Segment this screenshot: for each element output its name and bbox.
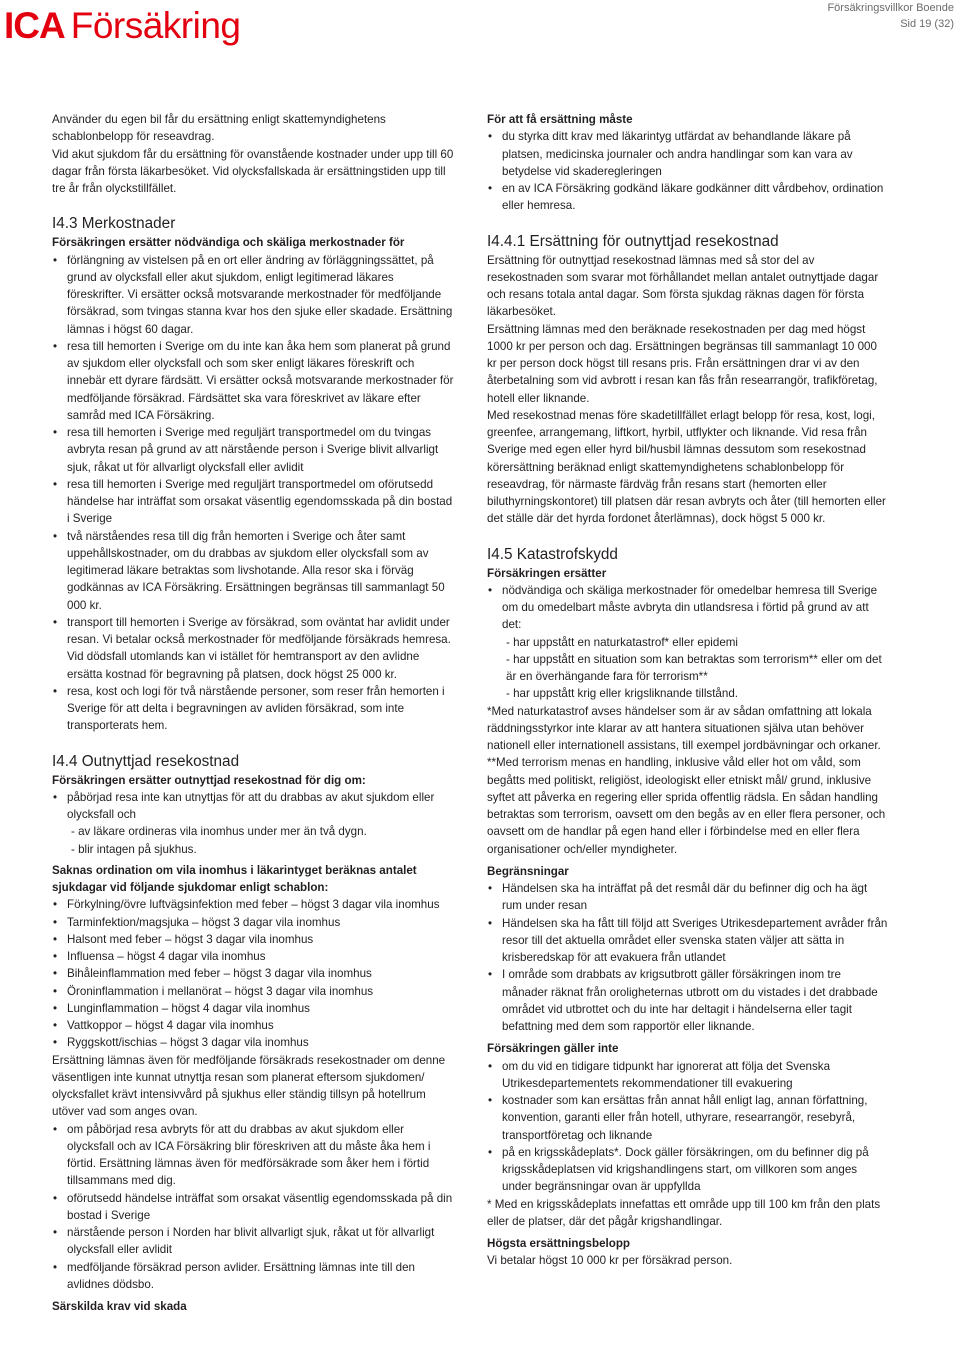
max-compensation-text: Vi betalar högst 10 000 kr per försäkrad person. [487, 1254, 733, 1268]
requirements-heading: För att få ersättning måste [487, 113, 633, 126]
list-item: • Öroninflammation i mellanörat – högst 3 dagar vila inomhus [52, 983, 454, 1000]
sub-condition: - av läkare ordineras vila inomhus under mer än två dygn. [71, 825, 367, 839]
merkostnader-list [52, 252, 454, 735]
not-valid-list [487, 1058, 889, 1196]
max-compensation-heading: Högsta ersättningsbelopp [487, 1237, 631, 1250]
section-i45-subtitle: Försäkringen ersätter [487, 566, 607, 580]
section-i43-title: I4.3 Merkostnader [52, 215, 176, 233]
not-valid-heading: Försäkringen gäller inte [487, 1042, 619, 1056]
section-i44-title: I4.4 Outnyttjad resekostnad [52, 752, 240, 770]
list-item: • resa, kost och logi för två närstående personer, som reser från hemorten i Sverige för att delta i begravningen av avliden försäkrad, som inte transporterats hem. [52, 683, 454, 735]
list-item: • Ryggskott/ischias – högst 3 dagar vila inomhus [52, 1034, 454, 1051]
page-number: Sid 19 (32) [900, 18, 954, 30]
footnote: *Med naturkatastrof avses händelser som är av sådan omfattning att lokala räddningsstyrkor inte klarar av att hantera situationen själva utan behöver nationell eller internationell assistans, till exempel jordbävningar och orkaner. [487, 704, 881, 752]
list-item: • en av ICA Försäkring godkänd läkare godkänner ditt vårdbehov, ordination eller hemresa. [487, 180, 889, 215]
list-item: • resa till hemorten i Sverige med reguljärt transportmedel om oförutsedd händelse har inträffat som orsakat väsentlig egendomsskada på din bostad i Sverige [52, 476, 454, 528]
list-item: • Bihåleinflammation med feber – högst 3 dagar vila inomhus [52, 965, 454, 982]
intro-paragraph: Vid akut sjukdom får du ersättning för ovanstående kostnader under upp till 60 dagar från första läkarbesöket. Vid olycksfallskada är ersättningstiden upp till tre år från olyckstillfället. [52, 147, 454, 195]
ordination-heading: Saknas ordination om vila inomhus i läkarintyget beräknas antalet sjukdagar vid följande sjukdomar enligt schablon: [52, 863, 417, 894]
document-title: Försäkringsvillkor Boende [827, 2, 954, 14]
right-column [487, 111, 889, 1270]
footnote: * Med en krigsskådeplats innefattas ett område upp till 100 km från den plats eller de platser, där det pågår krigshandlingar. [487, 1197, 881, 1228]
sub-condition: - har uppstått en naturkatastrof* eller epidemi [506, 635, 738, 649]
special-requirements-heading: Särskilda krav vid skada [52, 1300, 187, 1313]
list-item: • om påbörjad resa avbryts för att du drabbas av akut sjukdom eller olycksfall och av ICA Försäkring blir föreskriven att du måste åka hem i förtid. Ersättning lämnas även för medförsäkrade som åker hem i förtid tillsammans med dig. [52, 1121, 454, 1190]
sub-condition: - har uppstått krig eller krigsliknande tillstånd. [506, 687, 738, 701]
list-item: • Tarminfektion/magsjuka – högst 3 dagar vila inomhus [52, 914, 454, 931]
logo-forsakring: Försäkring [70, 5, 241, 46]
list-item: • Händelsen ska ha fått till följd att Sveriges Utrikesdepartement avråder från resor till det aktuella området eller svenska staten väljer att sätta in krisberedskap för att evakuera från utlandet [487, 915, 889, 967]
logo-ica: ICA [4, 5, 65, 46]
paragraph: Ersättning lämnas med den beräknade resekostnaden per dag med högst 1000 kr per person och dag. Ersättningen begränsas till sammanlagt 10 000 kr per person dock högst till resans pris. Från ersättningen drar vi av den återbetalning som vid avbrott i resan kan fås från researrangör, trafikföretag, hotell eller liknande. [487, 322, 878, 405]
list-item: • på en krigsskådeplats*. Dock gäller försäkringen, om du befinner dig på krigsskådeplatsen vid krigshandlingens start, om villkoren som anges under begränsningar ovan är uppfyllda [487, 1144, 889, 1196]
list-item: • medföljande försäkrad person avlider. Ersättning lämnas inte till den avlidnes dödsbo. [52, 1259, 454, 1294]
footnote: **Med terrorism menas en handling, inklusive våld eller hot om våld, som begåtts med politiskt, religiöst, ideologiskt eller etniskt mål/ grund, inklusive syftet att påverka en regering eller sprida offentlig rädsla. En sådan handling betraktas som terrorism, oavsett om den begås av en eller flera personer, och oavsett om de handlar på egen hand eller i förbindelse med en eller flera organisationer och/eller myndigheter. [487, 756, 886, 856]
section-i441-title: I4.4.1 Ersättning för outnyttjad resekostnad [487, 232, 779, 250]
list-item: • påbörjad resa inte kan utnyttjas för att du drabbas av akut sjukdom eller olycksfall och [52, 789, 454, 824]
list-item: • resa till hemorten i Sverige med reguljärt transportmedel om du tvingas avbryta resan på grund av att närstående person i Sverige blivit allvarligt sjuk, råkat ut för allvarligt olycksfall eller avlidit [52, 424, 454, 476]
list-item: • transport till hemorten i Sverige av försäkrad, som oväntat har avlidit under resan. Vi betalar också merkostnader för medföljande försäkrads hemresa. Vid dödsfall utomlands kan vi istället för hemtransport av den avlidne ersätta kostnad för begravning på platsen, dock högst 25 000 kr. [52, 614, 454, 683]
list-item: • Vattkoppor – högst 4 dagar vila inomhus [52, 1017, 454, 1034]
limits-heading: Begränsningar [487, 864, 569, 878]
list-item: • två närståendes resa till dig från hemorten i Sverige och åter samt uppehållskostnader, om du drabbas av sjukdom eller olycksfall som av legitimerad läkare betraktas som livshotande. Alla resor ska i förväg godkännas av ICA Försäkring. Ersättningen begränsas till sammanlagt 50 000 kr. [52, 528, 454, 614]
document-header [827, 0, 954, 32]
requirements-list [487, 128, 889, 214]
paragraph: Med resekostnad menas före skadetillfället erlagt belopp för resa, kost, logi, greenfee, arrangemang, liftkort, hyrbil, utflykter och liknande. Vid resa från Sverige med egen eller hyrd bil/husbil lämnas dessutom som resekostnad körersättning beräknad enligt skattemyndighetens schablonbelopp för reseavdrag, för närmaste färdväg från resans start (hemorten eller biluthyrningskontoret) till platsen där resan avbryts och åter (till hemorten eller det ställe där det hyrda fordonet återlämnas), dock högst 5 000 kr. [487, 408, 886, 526]
list-item: • Lunginflammation – högst 4 dagar vila inomhus [52, 1000, 454, 1017]
list-item: • oförutsedd händelse inträffat som orsakat väsentlig egendomsskada på din bostad i Sverige [52, 1190, 454, 1225]
list-item: • du styrka ditt krav med läkarintyg utfärdat av behandlande läkare på platsen, medicinska journaler och andra handlingar som kan vara av betydelse vid skaderegleringen [487, 128, 889, 180]
list-item: • I område som drabbats av krigsutbrott gäller försäkringen inom tre månader räknat från oroligheternas utbrott om du vistades i det drabbade området vid utbrottet och du inte har deltagit i händelserna eller tagit befattning med dem som rapportör eller liknande. [487, 966, 889, 1035]
sub-condition: - blir intagen på sjukhus. [71, 842, 197, 856]
limits-list [487, 880, 889, 1035]
list-item: • Förkylning/övre luftvägsinfektion med feber – högst 3 dagar vila inomhus [52, 896, 454, 913]
additional-list [52, 1121, 454, 1294]
section-i43-subtitle: Försäkringen ersätter nödvändiga och skäliga merkostnader för [52, 236, 405, 250]
catastrophe-list [487, 582, 889, 634]
section-i44-subtitle: Försäkringen ersätter outnyttjad resekostnad för dig om: [52, 773, 366, 787]
list-item: • förlängning av vistelsen på en ort eller ändring av förläggningssättet, på grund av olycksfall eller akut sjukdom, enligt legitimerad läkares föreskrifter. Vi ersätter också motsvarande merkostnader för medföljande försäkrad, som tvingas stanna kvar hos den sjuke eller skadade. Ersättning lämnas i högst 60 dagar. [52, 252, 454, 338]
disease-list [52, 896, 454, 1051]
outnyttjad-list [52, 789, 454, 824]
list-item: • Händelsen ska ha inträffat på det resmål där du befinner dig och ha ägt rum under resan [487, 880, 889, 915]
list-item: • Halsont med feber – högst 3 dagar vila inomhus [52, 931, 454, 948]
paragraph: Ersättning lämnas även för medföljande försäkrads resekostnader om denne väsentligen inte kunnat utnyttja resan som planerat eftersom sjukdomen/ olycksfallet krävt intensivvård på sjukhus eller ständig tillsyn på hotellrum utöver vad som anges ovan. [52, 1053, 446, 1119]
left-column [52, 111, 454, 1315]
sub-condition: - har uppstått en situation som kan betraktas som terrorism** eller om det är en överhängande fara för terrorism** [506, 652, 882, 683]
list-item: • Influensa – högst 4 dagar vila inomhus [52, 948, 454, 965]
list-item: • närstående person i Norden har blivit allvarligt sjuk, råkat ut för allvarligt olycksfall eller avlidit [52, 1224, 454, 1259]
list-item: • om du vid en tidigare tidpunkt har ignorerat att följa det Svenska Utrikesdepartementets rekommendationer till evakuering [487, 1058, 889, 1093]
brand-logo [4, 4, 241, 48]
section-i45-title: I4.5 Katastrofskydd [487, 545, 618, 563]
list-item: • resa till hemorten i Sverige om du inte kan åka hem som planerat på grund av sjukdom eller olycksfall och som sker enligt läkares föreskrift och innebär ett dyrare färdsätt. Vi ersätter också motsvarande merkostnader för medföljande försäkrad. Färdsättet ska vara föreskrivet av läkare efter samråd med ICA Försäkring. [52, 338, 454, 424]
intro-paragraph: Använder du egen bil får du ersättning enligt skattemyndighetens schablonbelopp för reseavdrag. [52, 113, 386, 144]
paragraph: Ersättning för outnyttjad resekostnad lämnas med så stor del av resekostnaden som svarar mot förhållandet mellan antalet outnyttjade dagar och resans totala antal dagar. Som första sjukdag räknas dagen för första läkarbesöket. [487, 253, 879, 319]
list-item: • kostnader som kan ersättas från annat håll enligt lag, annan författning, konvention, garanti eller från hotell, uthyrare, researrangör, resebyrå, transportföretag och liknande [487, 1092, 889, 1144]
list-item: • nödvändiga och skäliga merkostnader för omedelbar hemresa till Sverige om du omedelbart måste avbryta din utlandsresa i förtid på grund av att det: [487, 582, 889, 634]
